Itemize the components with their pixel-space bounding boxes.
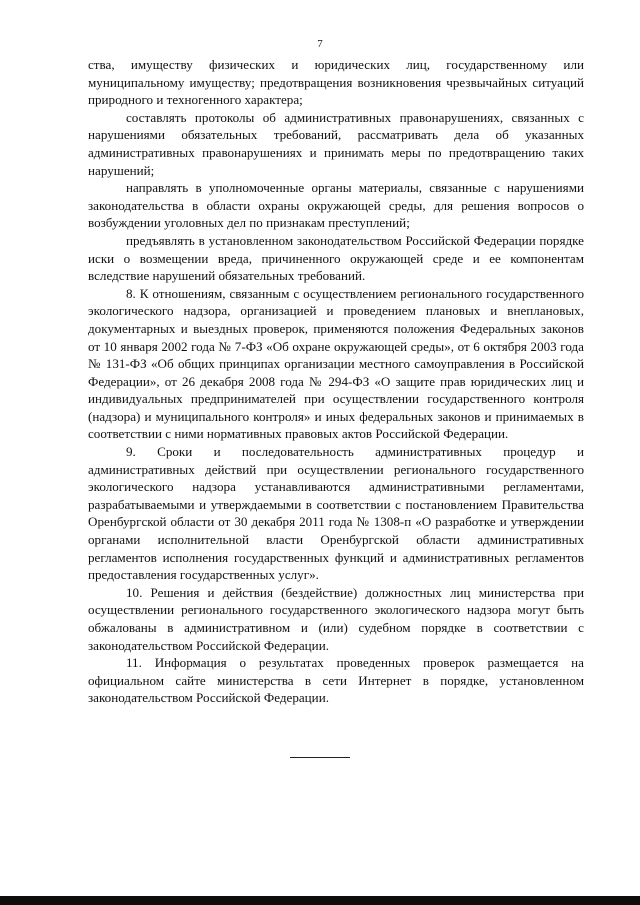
document-body — [88, 56, 584, 707]
paragraph-item-10: 10. Решения и действия (бездействие) должностных лиц министерства при осуществлении регионального государственного экологического надзора могут быть обжалованы в административном и (или) судебном порядке в соответствии с законодательством Российской Федерации. — [88, 584, 584, 653]
paragraph-item-9: 9. Сроки и последовательность административных процедур и административных действий при осуществлении регионального государственного экологического надзора устанавливаются административными регламентами, разрабатываемыми и утверждаемыми в соответствии с постановлением Правительства Оренбургской области от 30 декабря 2011 года № 1308-п «О разработке и утверждении органами исполнительной власти Оренбургской области административных регламентов исполнения государственных функций и административных регламентов предоставления государственных услуг». — [88, 444, 584, 583]
page-number: 7 — [317, 38, 323, 50]
paragraph-materials: направлять в уполномоченные органы материалы, связанные с нарушениями законодательства в области охраны окружающей среды, для решения вопросов о возбуждении уголовных дел по признакам преступлений; — [88, 180, 584, 231]
scan-edge-bar — [0, 896, 640, 905]
paragraph-item-8: 8. К отношениям, связанным с осуществлением регионального государственного экологического надзора, организацией и проведением плановых и внеплановых, документарных и выездных проверок, применяются положения Федеральных законов от 10 января 2002 года № 7-ФЗ «Об охране окружающей среды», от 6 октября 2003 года № 131-ФЗ «Об общих принципах организации местного самоуправления в Российской Федерации», от 26 декабря 2008 года № 294-ФЗ «О защите прав юридических лиц и индивидуальных предпринимателей при осуществлении государственного контроля (надзора) и муниципального контроля» и иных федеральных законов и принимаемых в соответствии с ними нормативных правовых актов Российской Федерации. — [88, 285, 584, 442]
end-divider — [290, 757, 350, 758]
paragraph-protocols: составлять протоколы об административных правонарушениях, связанных с нарушениями обязательных требований, рассматривать дела об указанных административных правонарушениях и принимать меры по предотвращению таких нарушений; — [88, 109, 584, 178]
paragraph-continuation: ства, имуществу физических и юридических лиц, государственному или муниципальному имуществу; предотвращения возникновения чрезвычайных ситуаций природного и техногенного характера; — [88, 57, 584, 108]
paragraph-claims: предъявлять в установленном законодательством Российской Федерации порядке иски о возмещении вреда, причиненного окружающей среде и ее компонентам вследствие нарушений обязательных требований. — [88, 232, 584, 284]
paragraph-item-11: 11. Информация о результатах проведенных проверок размещается на официальном сайте министерства в сети Интернет в порядке, установленном законодательством Российской Федерации. — [88, 655, 584, 706]
